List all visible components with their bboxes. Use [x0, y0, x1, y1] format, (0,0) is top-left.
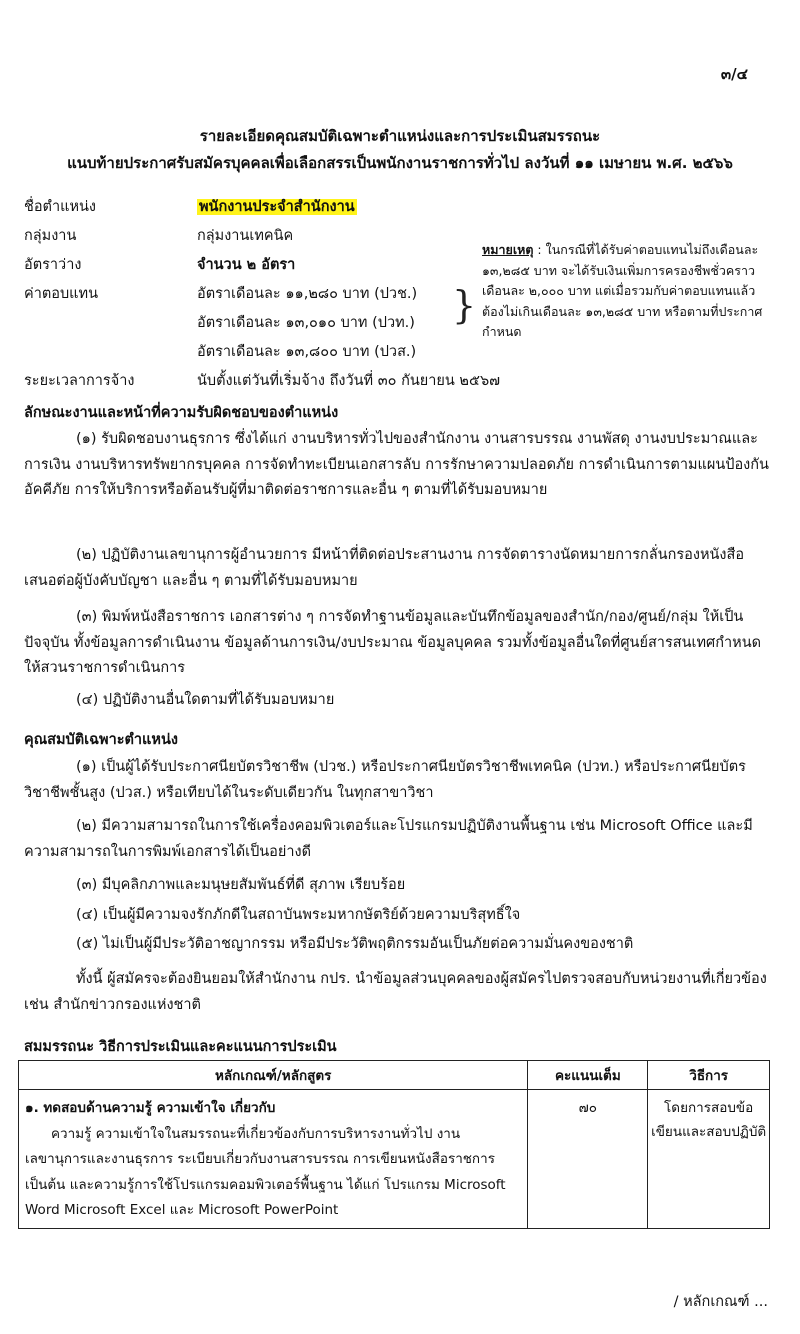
qualification-item: (๓) มีบุคลิกภาพและมนุษยสัมพันธ์ที่ดี สุภาพ เรียบร้อย	[76, 877, 406, 893]
method-cell: โดยการสอบข้อเขียนและสอบปฏิบัติ	[648, 1090, 770, 1229]
duties-heading: ลักษณะงานและหน้าที่ความรับผิดชอบของตำแหน่ง	[24, 405, 339, 421]
vacancy-label: อัตราว่าง	[24, 257, 82, 273]
table-row	[19, 1090, 770, 1229]
group-label: กลุ่มงาน	[24, 228, 77, 244]
duty-item: (๒) ปฏิบัติงานเลขานุการผู้อำนวยการ มีหน้าที่ติดต่อประสานงาน การจัดตารางนัดหมายการกลั่นกรองหนังสือเสนอต่อผู้บังคับบัญชา และอื่น ๆ ตามที่ได้รับมอบหมาย	[24, 547, 745, 589]
continuation-text: / หลักเกณฑ์ ...	[673, 1294, 768, 1310]
criteria-cell	[19, 1090, 528, 1229]
duty-item: (๓) พิมพ์หนังสือราชการ เอกสารต่าง ๆ การจัดทำฐานข้อมูลและบันทึกข้อมูลของสำนัก/กอง/ศูนย์/กลุ่ม ให้เป็นปัจจุบัน ทั้งข้อมูลการดำเนินงาน ข้อมูลด้านการเงิน/งบประมาณ ข้อมูลบุคคล รวมทั้งข้อมูลอื่นใดที่ศูนย์สารสนเทศกำหนดให้สวนราชการดำเนินการ	[24, 609, 762, 676]
score-column-header: คะแนนเต็ม	[528, 1061, 648, 1090]
duration-value: นับตั้งแต่วันที่เริ่มจ้าง ถึงวันที่ ๓๐ กันยายน ๒๕๖๗	[197, 373, 501, 389]
remark-text: : ในกรณีที่ได้รับค่าตอบแทนไม่ถึงเดือนละ ๑๓,๒๘๕ บาท จะได้รับเงินเพิ่มการครองชีพชั่วคราวเดือนละ ๒,๐๐๐ บาท แต่เมื่อรวมกับค่าตอบแทนแล้วต้องไม่เกินเดือนละ ๑๓,๒๘๕ บาท หรือตามที่ประกาศกำหนด	[482, 242, 763, 339]
criteria-title: ๑. ทดสอบด้านความรู้ ความเข้าใจ เกี่ยวกับ	[25, 1100, 276, 1116]
consent-text: ทั้งนี้ ผู้สมัครจะต้องยินยอมให้สำนักงาน กปร. นำข้อมูลส่วนบุคคลของผู้สมัครไปตรวจสอบกับหน่วยงานที่เกี่ยวข้อง เช่น สำนักข่าวกรองแห่งชาติ	[24, 971, 767, 1013]
position-highlight: พนักงานประจำสำนักงาน	[199, 199, 355, 215]
qualifications-heading: คุณสมบัติเฉพาะตำแหน่ง	[24, 732, 178, 748]
brace-icon: }	[452, 283, 477, 327]
assessment-heading: สมมรรถนะ วิธีการประเมินและคะแนนการประเมิน	[24, 1039, 337, 1055]
score-cell: ๗๐	[528, 1090, 648, 1229]
qualification-item: (๑) เป็นผู้ได้รับประกาศนียบัตรวิชาชีพ (ปวช.) หรือประกาศนียบัตรวิชาชีพเทคนิค (ปวท.) หรือประกาศนียบัตรวิชาชีพชั้นสูง (ปวส.) หรือเทียบได้ในระดับเดียวกัน ในทุกสาขาวิชา	[24, 759, 746, 801]
vacancy-value: จำนวน ๒ อัตรา	[197, 257, 296, 273]
method-column-header: วิธีการ	[648, 1061, 770, 1090]
position-label: ชื่อตำแหน่ง	[24, 199, 97, 215]
assessment-table	[18, 1060, 770, 1229]
table-header-row	[19, 1061, 770, 1090]
pay-rate-3: อัตราเดือนละ ๑๓,๘๐๐ บาท (ปวส.)	[197, 344, 417, 360]
remark-note	[482, 240, 772, 343]
group-value: กลุ่มงานเทคนิค	[197, 228, 294, 244]
document-subtitle: แนบท้ายประกาศรับสมัครบุคคลเพื่อเลือกสรรเป็นพนักงานราชการทั่วไป ลงวันที่ ๑๑ เมษายน พ.ศ. ๒๕๖๖	[67, 154, 733, 172]
pay-rate-1: อัตราเดือนละ ๑๑,๒๘๐ บาท (ปวช.)	[197, 286, 418, 302]
pay-label: ค่าตอบแทน	[24, 286, 98, 302]
qualification-item: (๔) เป็นผู้มีความจงรักภักดีในสถาบันพระมหากษัตริย์ด้วยความบริสุทธิ์ใจ	[76, 907, 521, 923]
qualification-item: (๕) ไม่เป็นผู้มีประวัติอาชญากรรม หรือมีประวัติพฤติกรรมอันเป็นภัยต่อความมั่นคงของชาติ	[76, 936, 634, 952]
document-title: รายละเอียดคุณสมบัติเฉพาะตำแหน่งและการประเมินสมรรถนะ	[199, 127, 601, 145]
duty-item: (๑) รับผิดชอบงานธุรการ ซึ่งได้แก่ งานบริหารทั่วไปของสำนักงาน งานสารบรรณ งานพัสดุ งานงบประมาณและการเงิน งานบริหารทรัพยากรบุคคล การจัดทำทะเบียนเอกสารลับ การรักษาความปลอดภัย การดำเนินการตามแผนป้องกันอัคคีภัย การให้บริการหรือต้อนรับผู้ที่มาติดต่อราชการและอื่น ๆ ตามที่ได้รับมอบหมาย	[24, 431, 769, 498]
duration-label: ระยะเวลาการจ้าง	[24, 373, 135, 389]
page-number: ๓/๔	[720, 65, 748, 83]
remark-heading: หมายเหตุ	[482, 242, 534, 257]
pay-rate-2: อัตราเดือนละ ๑๓,๐๑๐ บาท (ปวท.)	[197, 315, 415, 331]
criteria-detail: ความรู้ ความเข้าใจในสมรรถนะที่เกี่ยวข้องกับการบริหารงานทั่วไป งานเลขานุการและงานธุรการ ระเบียบเกี่ยวกับงานสารบรรณ การเขียนหนังสือราชการ เป็นต้น และความรู้การใช้โปรแกรมคอมพิวเตอร์พื้นฐาน ได้แก่ โปรแกรม Microsoft Word Microsoft Excel และ Microsoft PowerPoint	[25, 1125, 506, 1218]
position-value	[197, 197, 357, 217]
duty-item: (๔) ปฏิบัติงานอื่นใดตามที่ได้รับมอบหมาย	[76, 692, 335, 708]
qualification-item: (๒) มีความสามารถในการใช้เครื่องคอมพิวเตอร์และโปรแกรมปฏิบัติงานพื้นฐาน เช่น Microsoft Office และมีความสามารถในการพิมพ์เอกสารได้เป็นอย่างดี	[24, 818, 753, 860]
criteria-column-header: หลักเกณฑ์/หลักสูตร	[19, 1061, 528, 1090]
